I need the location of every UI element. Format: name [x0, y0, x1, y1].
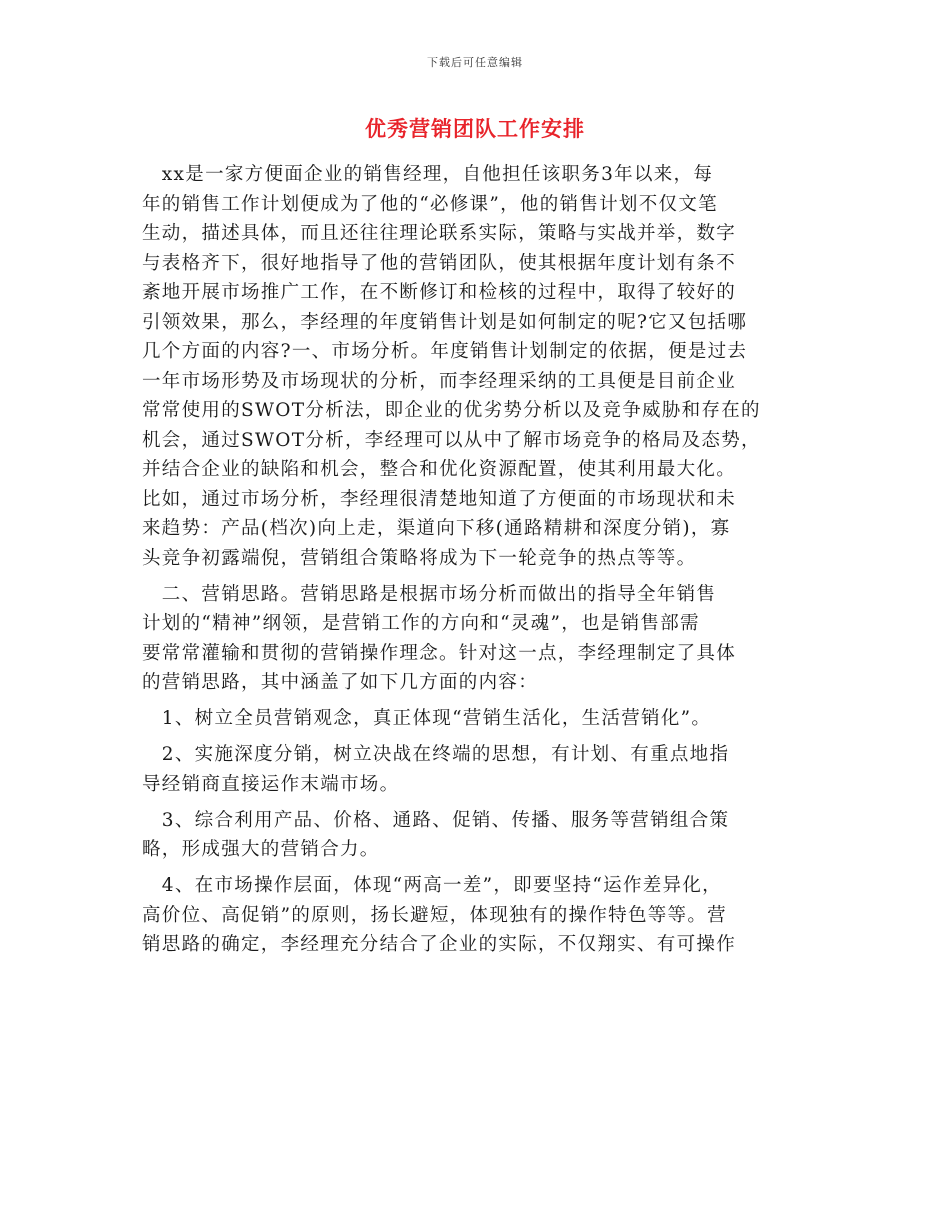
body-line: 并结合企业的缺陷和机会，整合和优化资源配置，使其利用最大化。: [142, 459, 737, 480]
body-line: 4、在市场操作层面，体现“两高一差”，即要坚持“运作差异化，: [142, 875, 722, 896]
body-line: 机会，通过SWOT分析，李经理可以从中了解市场竞争的格局及态势，: [142, 429, 761, 451]
body-line: 二、营销思路。营销思路是根据市场分析而做出的指导全年销售: [142, 583, 717, 605]
body-line: 高价位、高促销”的原则，扬长避短，体现独有的操作特色等等。营: [142, 904, 727, 926]
body-line: 计划的“精神”纲领，是营销工作的方向和“灵魂”，也是销售部需: [142, 613, 700, 634]
document-title: 优秀营销团队工作安排: [365, 117, 585, 141]
body-line: 略，形成强大的营销合力。: [142, 839, 380, 860]
body-line: 常常使用的SWOT分析法，即企业的优劣势分析以及竞争威胁和存在的: [142, 400, 761, 421]
page-header-note: 下载后可任意编辑: [427, 56, 523, 69]
body-line: 头竞争初露端倪，营销组合策略将成为下一轮竞争的热点等等。: [142, 547, 697, 569]
body-line: 几个方面的内容?一、市场分析。年度销售计划制定的依据，便是过去: [142, 341, 748, 362]
body-line: 生动，描述具体，而且还往往理论联系实际，策略与实战并举，数字: [142, 223, 737, 244]
body-line: 一年市场形势及市场现状的分析，而李经理采纳的工具便是目前企业: [142, 370, 737, 392]
body-line: xx是一家方便面企业的销售经理，自他担任该职务3年以来，每: [142, 164, 714, 185]
body-line: 销思路的确定，李经理充分结合了企业的实际，不仅翔实、有可操作: [142, 934, 737, 955]
body-line: 的营销思路，其中涵盖了如下几方面的内容：: [142, 672, 539, 693]
body-line: 比如，通过市场分析，李经理很清楚地知道了方便面的市场现状和未: [142, 488, 737, 510]
body-line: 导经销商直接运作末端市场。: [142, 773, 400, 795]
body-line: 1、树立全员营销观念，真正体现“营销生活化，生活营销化”。: [142, 708, 712, 729]
document-body: [142, 160, 842, 960]
body-line: 3、综合利用产品、价格、通路、促销、传播、服务等营销组合策: [142, 809, 730, 831]
body-line: 年的销售工作计划便成为了他的“必修课”，他的销售计划不仅文笔: [142, 193, 718, 215]
body-line: 2、实施深度分销，树立决战在终端的思想，有计划、有重点地指: [142, 744, 730, 765]
body-line: 引领效果，那么，李经理的年度销售计划是如何制定的呢?它又包括哪: [142, 311, 748, 333]
body-line: 与表格齐下，很好地指导了他的营销团队，使其根据年度计划有条不: [142, 252, 737, 274]
body-line: 来趋势：产品(档次)向上走，渠道向下移(通路精耕和深度分销)，寡: [142, 518, 731, 539]
body-line: 要常常灌输和贯彻的营销操作理念。针对这一点，李经理制定了具体: [142, 642, 737, 664]
body-line: 紊地开展市场推广工作，在不断修订和检核的过程中，取得了较好的: [142, 282, 737, 303]
